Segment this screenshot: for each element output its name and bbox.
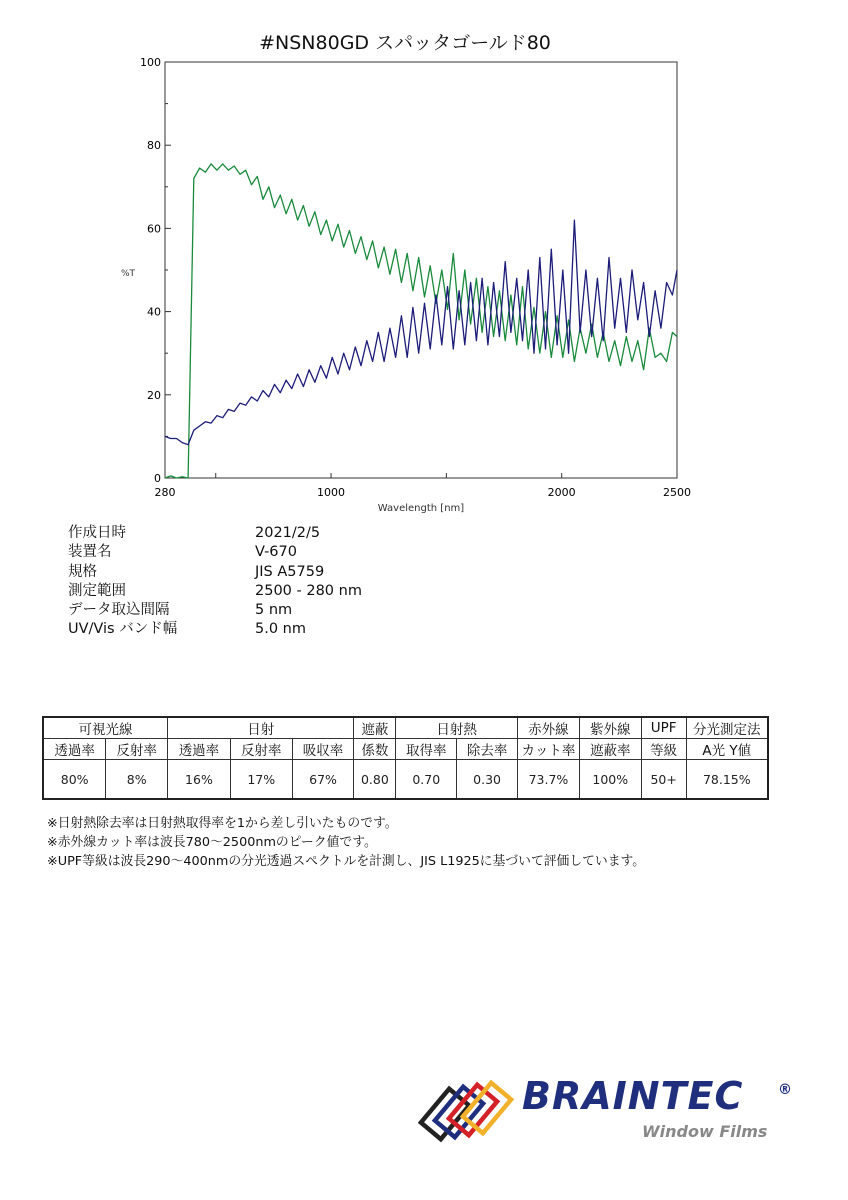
info-row xyxy=(68,524,362,543)
value-cell: 0.80 xyxy=(354,760,396,800)
info-label: 作成日時 xyxy=(68,525,126,541)
y-tick-label: 40 xyxy=(147,305,161,319)
info-label: UV/Vis バンド幅 xyxy=(68,621,178,638)
info-label: 測定範囲 xyxy=(68,582,126,599)
sub-header: 除去率 xyxy=(457,739,518,760)
info-value: JIS A5759 xyxy=(255,563,325,580)
y-tick-label: 60 xyxy=(147,222,161,236)
y-tick-label: 20 xyxy=(147,388,161,402)
series-line-2 xyxy=(165,220,677,445)
sub-header: 透過率 xyxy=(43,739,106,760)
value-cell: 67% xyxy=(292,760,354,800)
group-header: 可視光線 xyxy=(43,717,168,739)
info-row xyxy=(68,620,362,639)
group-header: 分光測定法 xyxy=(686,717,768,739)
x-tick-label: 280 xyxy=(154,486,176,499)
sub-header: 遮蔽率 xyxy=(579,739,641,760)
sub-header: 等級 xyxy=(641,739,686,760)
group-header: UPF xyxy=(641,717,686,739)
info-value: V-670 xyxy=(255,544,297,561)
x-axis-label: Wavelength [nm] xyxy=(377,503,465,514)
sub-header-row xyxy=(43,739,768,760)
measurement-info xyxy=(68,524,362,640)
group-header-row xyxy=(43,717,768,739)
logo-tagline: Window Films xyxy=(642,1122,768,1141)
value-cell: 80% xyxy=(43,760,106,800)
y-axis-label: %T xyxy=(120,269,136,279)
y-tick-label: 0 xyxy=(154,472,161,485)
y-tick-label: 80 xyxy=(147,139,161,153)
value-cell: 78.15% xyxy=(686,760,768,800)
info-row xyxy=(68,563,362,582)
value-cell: 73.7% xyxy=(517,760,579,800)
info-row xyxy=(68,601,362,620)
values-row xyxy=(43,760,768,800)
series-line-1 xyxy=(165,164,677,478)
info-label: 規格 xyxy=(68,563,97,580)
info-label: 装置名 xyxy=(68,544,112,561)
sub-header: 取得率 xyxy=(396,739,457,760)
x-tick-label: 1000 xyxy=(317,486,346,499)
info-value: 5.0 nm xyxy=(255,621,306,638)
footnote: ※日射熱除去率は日射熱取得率を1から差し引いたものです。 xyxy=(47,816,398,831)
sub-header: 透過率 xyxy=(168,739,231,760)
info-value: 2021/2/5 xyxy=(255,525,321,541)
footnote: ※赤外線カット率は波長780～2500nmのピーク値です。 xyxy=(47,835,377,850)
value-cell: 16% xyxy=(168,760,231,800)
spec-table xyxy=(42,716,769,800)
y-tick-label: 100 xyxy=(140,56,161,69)
sub-header: 反射率 xyxy=(230,739,292,760)
logo-frames-icon xyxy=(418,1078,518,1148)
sub-header: カット率 xyxy=(517,739,579,760)
info-value: 2500 - 280 nm xyxy=(255,582,362,599)
sub-header: 吸収率 xyxy=(292,739,354,760)
value-cell: 50+ xyxy=(641,760,686,800)
group-header: 遮蔽 xyxy=(354,717,396,739)
info-label: データ取込間隔 xyxy=(68,602,170,619)
x-tick-label: 2000 xyxy=(547,486,576,499)
value-cell: 8% xyxy=(106,760,168,800)
info-value: 5 nm xyxy=(255,602,293,619)
sub-header: 反射率 xyxy=(106,739,168,760)
logo-brand: BRAINTEC xyxy=(522,1074,744,1118)
footnotes xyxy=(47,814,645,871)
value-cell: 0.70 xyxy=(396,760,457,800)
footnote: ※UPF等級は波長290～400nmの分光透過スペクトルを計測し、JIS L1925に基づいて評価しています。 xyxy=(47,854,646,869)
x-tick-label: 2500 xyxy=(663,486,691,499)
spectrum-chart xyxy=(0,0,848,520)
value-cell: 100% xyxy=(579,760,641,800)
info-row xyxy=(68,543,362,562)
group-header: 日射熱 xyxy=(396,717,518,739)
sub-header: A光 Y値 xyxy=(686,739,768,760)
value-cell: 0.30 xyxy=(457,760,518,800)
braintec-logo xyxy=(418,1074,808,1148)
chart-title: #NSN80GD スパッタゴールド80 xyxy=(259,32,551,54)
logo-registered: ® xyxy=(778,1082,792,1098)
group-header: 日射 xyxy=(168,717,354,739)
info-row xyxy=(68,582,362,601)
group-header: 赤外線 xyxy=(517,717,579,739)
value-cell: 17% xyxy=(230,760,292,800)
group-header: 紫外線 xyxy=(579,717,641,739)
sub-header: 係数 xyxy=(354,739,396,760)
